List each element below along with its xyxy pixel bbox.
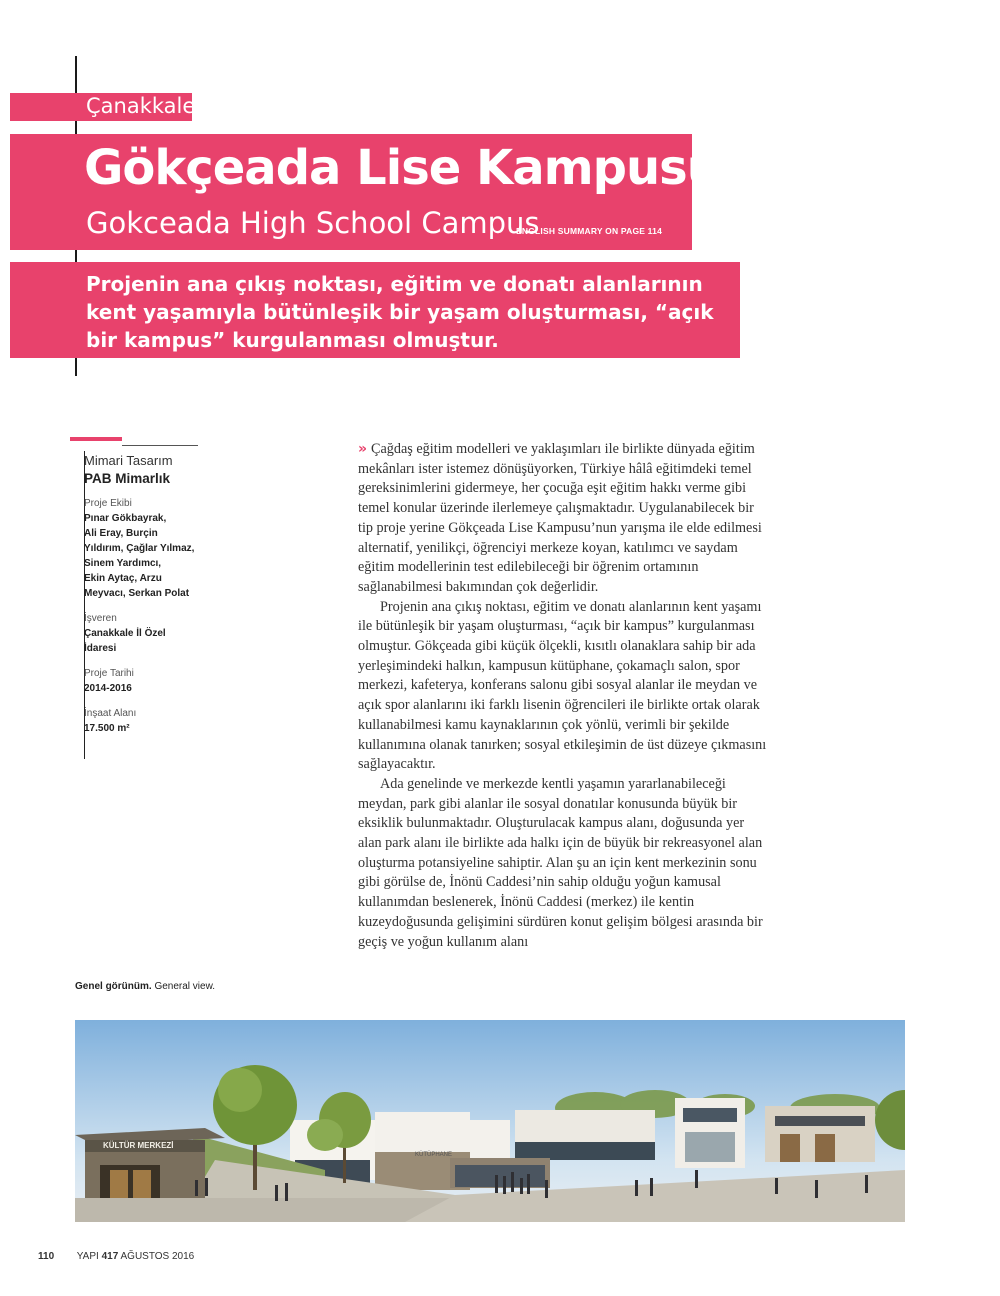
page-subtitle: Gokceada High School Campus bbox=[86, 206, 540, 240]
page-footer bbox=[38, 1251, 194, 1262]
team-label: Proje Ekibi bbox=[84, 498, 132, 509]
team-line: Ali Eray, Burçin bbox=[84, 528, 158, 539]
team-value bbox=[84, 511, 214, 601]
location-label: Çanakkale bbox=[86, 94, 196, 118]
culture-center-sign: KÜLTÜR MERKEZİ bbox=[103, 1141, 174, 1150]
area-value: 17.500 m² bbox=[84, 723, 130, 734]
client-value bbox=[84, 626, 214, 656]
page-title: Gökçeada Lise Kampusu bbox=[84, 140, 720, 196]
design-label: Mimari Tasarım bbox=[84, 453, 173, 468]
campus-rendering-image bbox=[75, 1020, 905, 1222]
client-line: Çanakkale İl Özel bbox=[84, 628, 166, 639]
article-paragraph bbox=[358, 440, 768, 598]
team-line: Yıldırım, Çağlar Yılmaz, bbox=[84, 543, 195, 554]
issue-number: 417 bbox=[101, 1251, 119, 1262]
date-label: Proje Tarihi bbox=[84, 668, 134, 679]
client-line: İdaresi bbox=[84, 643, 117, 654]
caption-tr: Genel görünüm. bbox=[75, 981, 152, 992]
lead-box bbox=[10, 262, 740, 358]
article-body bbox=[358, 440, 768, 952]
location-tag bbox=[10, 93, 196, 121]
area-label: İnşaat Alanı bbox=[84, 708, 137, 719]
client-label: İşveren bbox=[84, 613, 117, 624]
quote-mark: » bbox=[358, 441, 368, 457]
date-value: 2014-2016 bbox=[84, 683, 132, 694]
paragraph-text: Çağdaş eğitim modelleri ve yaklaşımları ile birlikte dünyada eğitim mekânları ister istemez dönüşüyorken, Türkiye hâlâ eğitimdeki temel gereksinimlerini gidermeye, her çocuğa eşit eğitim hakkı verme gibi temel konular üzerinde ilerlemeye çalışmaktadır. Uygulanabilecek bir tip proje yerine Gökçeada Lise Kampusu’nun yarışma ile elde edilmesi alternatif, yenilikçi, öğrenciyi merkeze koyan, katılımcı ve saydam eğitim modellerinin test edilebileceği bir öğrenim ortamının sağlanabilmesi bakımından çok değerlidir. bbox=[358, 441, 762, 595]
sidebar-top-rule bbox=[122, 445, 198, 446]
english-summary-note: ENGLISH SUMMARY ON PAGE 114 bbox=[516, 226, 662, 236]
library-sign: KÜTÜPHANE bbox=[415, 1152, 453, 1158]
magazine-name: YAPI bbox=[76, 1251, 99, 1262]
team-line: Meyvacı, Serkan Polat bbox=[84, 588, 190, 599]
issue-date: AĞUSTOS 2016 bbox=[120, 1251, 195, 1262]
team-line: Pınar Gökbayrak, bbox=[84, 513, 167, 524]
design-value: PAB Mimarlık bbox=[84, 471, 171, 486]
page-number: 110 bbox=[38, 1251, 55, 1262]
title-box bbox=[10, 134, 720, 250]
article-paragraph: Ada genelinde ve merkezde kentli yaşamın yararlanabileceği meydan, park gibi alanlar ile sosyal donatılar konusunda büyük bir eksiklik bulunmaktadır. Oluşturulacak kampus alanı, doğusunda yer alan park alanı ile birlikte ada halkı için de büyük bir rekreasyonel alan oluşturma potansiyeline sahiptir. Alan şu an için kent merkezinin sonu gibi görülse de, İnönü Caddesi’nin sahip olduğu yoğun kamusal kullanımdan beslenerek, İnönü Caddesi (merkez) ile kentin kuzeydoğusunda gelişimini sürdüren konut gelişim bölgesi arasında bir geçiş ve yoğun kullanım alanı bbox=[358, 775, 763, 950]
sidebar-accent-bar bbox=[70, 437, 122, 441]
lead-text: Projenin ana çıkış noktası, eğitim ve donatı alanlarının kent yaşamıyla bütünleşik bir yaşam oluşturması, “açık bir kampus” kurgulanması olmuştur. bbox=[86, 272, 714, 352]
team-line: Ekin Aytaç, Arzu bbox=[84, 573, 162, 584]
photo-caption bbox=[75, 981, 215, 992]
team-line: Sinem Yardımcı, bbox=[84, 558, 162, 569]
caption-en: General view. bbox=[154, 981, 216, 992]
article-paragraph: Projenin ana çıkış noktası, eğitim ve donatı alanlarının kent yaşamı ile bütünleşik bir yaşam oluşturması, “açık bir kampus” kurgulanması olmuştur. Gökçeada gibi küçük ölçekli, kısıtlı olanaklara sahip bir ada yerleşimindeki halkın, kampusun kütüphane, çokamaçlı salon, spor merkezi, kafeterya, konferans salonu gibi sosyal alanlar ile meydan ve açık spor alanlarını iki farklı lisenin öğrencileri ile birlikte ortak olarak kullanabilmesi kamu kaynaklarının çok yönlü, verimli bir şekilde kullanımına olanak tanırken; sosyal etkileşimin de üst düzeye çıkmasını sağlayacaktır. bbox=[358, 598, 767, 773]
